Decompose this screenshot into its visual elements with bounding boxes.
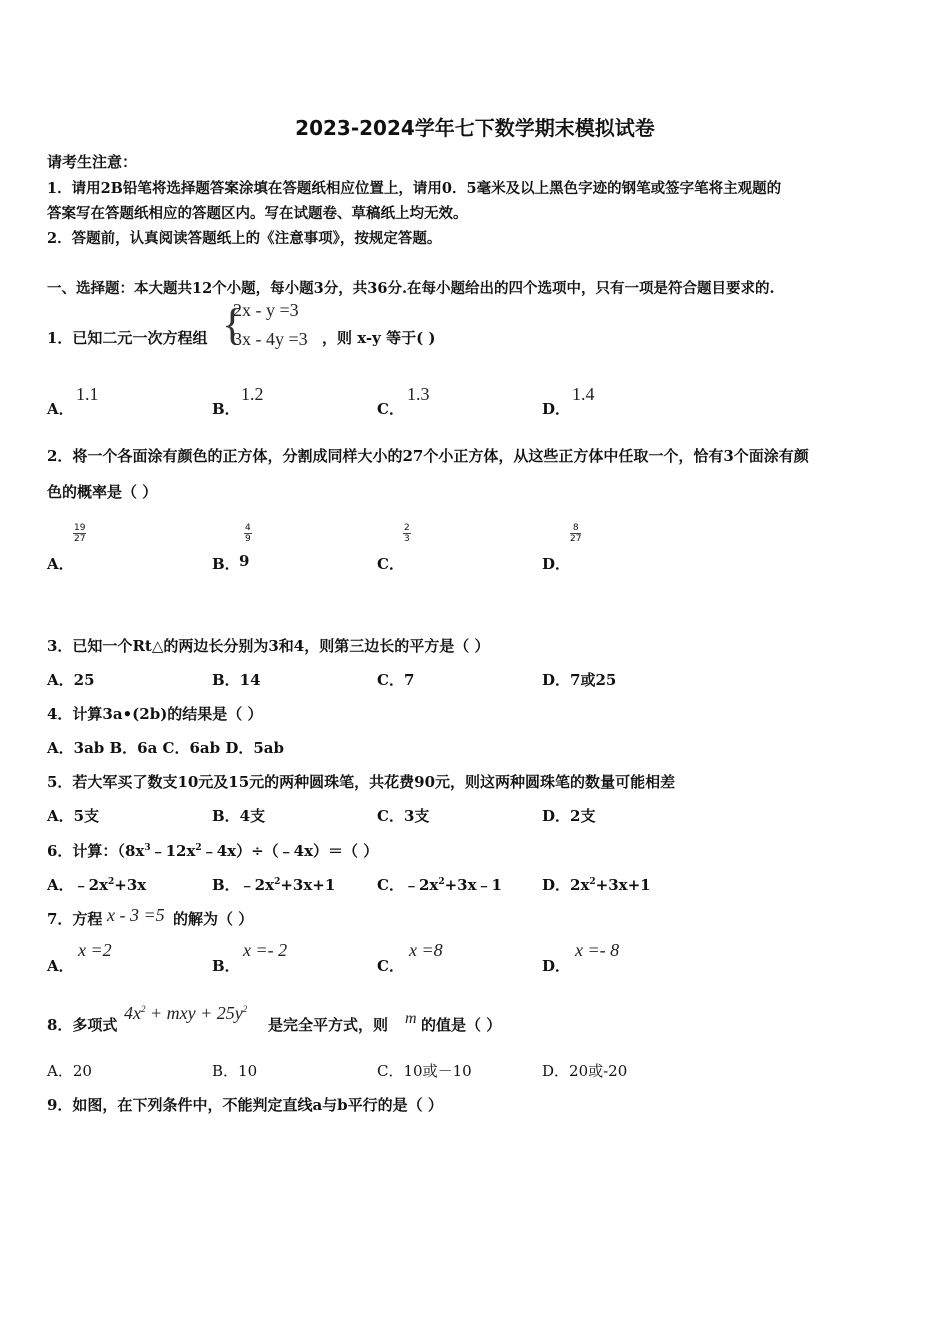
q1-label-c: C．: [377, 400, 404, 418]
q6-option-c-sup: 2: [438, 877, 445, 887]
q1-label-d: D．: [542, 400, 571, 418]
q1-option-d: 1.4: [572, 384, 595, 404]
q2-label-b: B．: [212, 555, 240, 573]
q1-option-a: 1.1: [76, 384, 99, 404]
q8-option-b: B．10: [212, 1062, 258, 1080]
q6-option-d: [542, 874, 651, 895]
q6-option-a-head: A．﹣2x: [47, 876, 109, 894]
q8-option-a: A．20: [47, 1062, 92, 1080]
q6-option-b-tail: +3x+1: [280, 876, 336, 894]
q6-option-b: [212, 874, 335, 895]
q4-stem: 4．计算3a•(2b)的结果是（ ）: [47, 705, 263, 723]
q6-option-b-head: B．﹣2x: [212, 876, 275, 894]
notice-line-2: 2．答题前，认真阅读答题纸上的《注意事项》，按规定答题。: [47, 230, 442, 247]
q6-option-d-sup: 2: [589, 877, 596, 887]
q8-polynomial-b: + mxy + 25y: [145, 1003, 243, 1023]
q6-option-d-head: D．2x: [542, 876, 590, 894]
q1-stem-suffix: ，则 x-y 等于( ): [322, 329, 436, 347]
q2-option-c-numerator: 2: [404, 523, 410, 533]
q2-option-a-numerator: 19: [74, 523, 86, 533]
q2-option-a-fraction: [73, 523, 86, 544]
q6-option-a-sup: 2: [108, 877, 115, 887]
q6-stem-sup-2: 2: [195, 843, 202, 853]
q1-option-b: 1.2: [241, 384, 264, 404]
q1-equation-1: 2x - y =3: [233, 300, 299, 320]
q2-option-b-numerator: 4: [245, 523, 251, 533]
system-brace-icon: {: [222, 300, 244, 349]
q8-polynomial-sup-2: 2: [242, 1004, 248, 1014]
q6-option-d-tail: +3x+1: [595, 876, 651, 894]
q2-option-d-fraction: [570, 523, 581, 544]
q7-label-b: B．: [212, 957, 240, 975]
q5-option-b: B．4支: [212, 807, 266, 825]
q2-option-b-fraction: [244, 523, 252, 544]
section-heading: 一、选择题：本大题共12个小题，每小题3分，共36分.在每小题给出的四个选项中，只有一项是符合题目要求的.: [47, 280, 775, 297]
q3-option-b: B．14: [212, 671, 261, 689]
q6-option-c-head: C．﹣2x: [377, 876, 439, 894]
q2-stem-line-1: 2．将一个各面涂有颜色的正方体，分割成同样大小的27个小正方体，从这些正方体中任取一个，恰有3个面涂有颜: [47, 447, 809, 465]
q2-option-a-denominator: 27: [74, 534, 86, 544]
q2-stem-line-2: 色的概率是（ ）: [47, 483, 158, 501]
q7-option-c: x =8: [409, 940, 443, 960]
q7-option-d: x =- 8: [575, 940, 620, 960]
q1-stem-prefix: 1．已知二元一次方程组: [47, 329, 208, 347]
q3-stem: 3．已知一个Rt△的两边长分别为3和4，则第三边长的平方是（ ）: [47, 637, 490, 655]
q1-label-b: B．: [212, 400, 240, 418]
notice-heading: 请考生注意：: [47, 153, 138, 171]
q1-option-c: 1.3: [407, 384, 430, 404]
q6-option-c-tail: +3x﹣1: [444, 876, 502, 894]
q3-option-c: C．7: [377, 671, 415, 689]
q6-option-b-sup: 2: [274, 877, 281, 887]
q6-option-a: [47, 874, 146, 895]
q4-options: A．3ab B．6a C．6ab D．5ab: [47, 739, 285, 757]
q7-stem-suffix: 的解为（ ）: [173, 910, 254, 928]
q5-option-c: C．3支: [377, 807, 430, 825]
page-title: 2023-2024学年七下数学期末模拟试卷: [295, 116, 655, 140]
q5-option-a: A．5支: [47, 807, 100, 825]
q7-stem-prefix: 7．方程: [47, 910, 103, 928]
q3-option-a: A．25: [47, 671, 95, 689]
q2-option-d-denominator: 27: [570, 534, 582, 544]
q2-option-b-denominator: 9: [245, 534, 251, 544]
notice-line-1a: 1．请用2B铅笔将选择题答案涂填在答题纸相应位置上，请用0．5毫米及以上黑色字迹的钢笔或签字笔将主观题的: [47, 180, 782, 197]
q8-polynomial: [124, 1003, 247, 1024]
q2-label-d: D．: [542, 555, 571, 573]
q2-option-c-fraction: [403, 523, 411, 544]
q1-label-a: A．: [47, 400, 74, 418]
q6-option-a-tail: +3x: [114, 876, 147, 894]
q5-stem: 5．若大军买了数支10元及15元的两种圆珠笔，共花费90元，则这两种圆珠笔的数量可能相差: [47, 773, 676, 791]
q2-label-a: A．: [47, 555, 74, 573]
q8-stem-prefix: 8．多项式: [47, 1016, 118, 1034]
q7-label-c: C．: [377, 957, 404, 975]
q5-option-d: D．2支: [542, 807, 596, 825]
q7-option-a: x =2: [78, 940, 112, 960]
q6-stem: [47, 840, 378, 861]
q2-option-d-numerator: 8: [570, 523, 581, 534]
q2-option-b-extra: 9: [239, 552, 250, 570]
q8-variable-m: m: [405, 1010, 417, 1027]
q6-stem-mid-2: ﹣4x）÷（﹣4x）＝（ ）: [201, 842, 379, 860]
q7-equation: x - 3 =5: [107, 905, 165, 925]
q8-polynomial-sup-1: 2: [141, 1004, 146, 1014]
q2-option-c-denominator: 3: [404, 534, 410, 544]
q8-option-c: C．10或－10: [377, 1062, 472, 1080]
notice-line-1b: 答案写在答题纸相应的答题区内。写在试题卷、草稿纸上均无效。: [47, 205, 468, 222]
q7-option-b: x =- 2: [243, 940, 288, 960]
q3-option-d: D．7或25: [542, 671, 617, 689]
q1-equation-2: 3x - 4y =3: [233, 329, 308, 349]
q2-label-c: C．: [377, 555, 404, 573]
q6-stem-sup-3: 3: [144, 843, 151, 853]
q8-stem-suffix: 的值是（ ）: [421, 1016, 502, 1034]
q8-stem-mid: 是完全平方式，则: [268, 1016, 389, 1034]
q6-stem-prefix: 6．计算：（8x: [47, 842, 145, 860]
q7-label-a: A．: [47, 957, 74, 975]
q6-stem-mid-1: ﹣12x: [150, 842, 196, 860]
q7-label-d: D．: [542, 957, 571, 975]
q8-polynomial-a: 4x: [124, 1003, 141, 1023]
q9-stem: 9．如图，在下列条件中，不能判定直线a与b平行的是（ ）: [47, 1096, 443, 1114]
q8-option-d: D．20或-20: [542, 1062, 628, 1080]
q6-option-c: [377, 874, 502, 895]
